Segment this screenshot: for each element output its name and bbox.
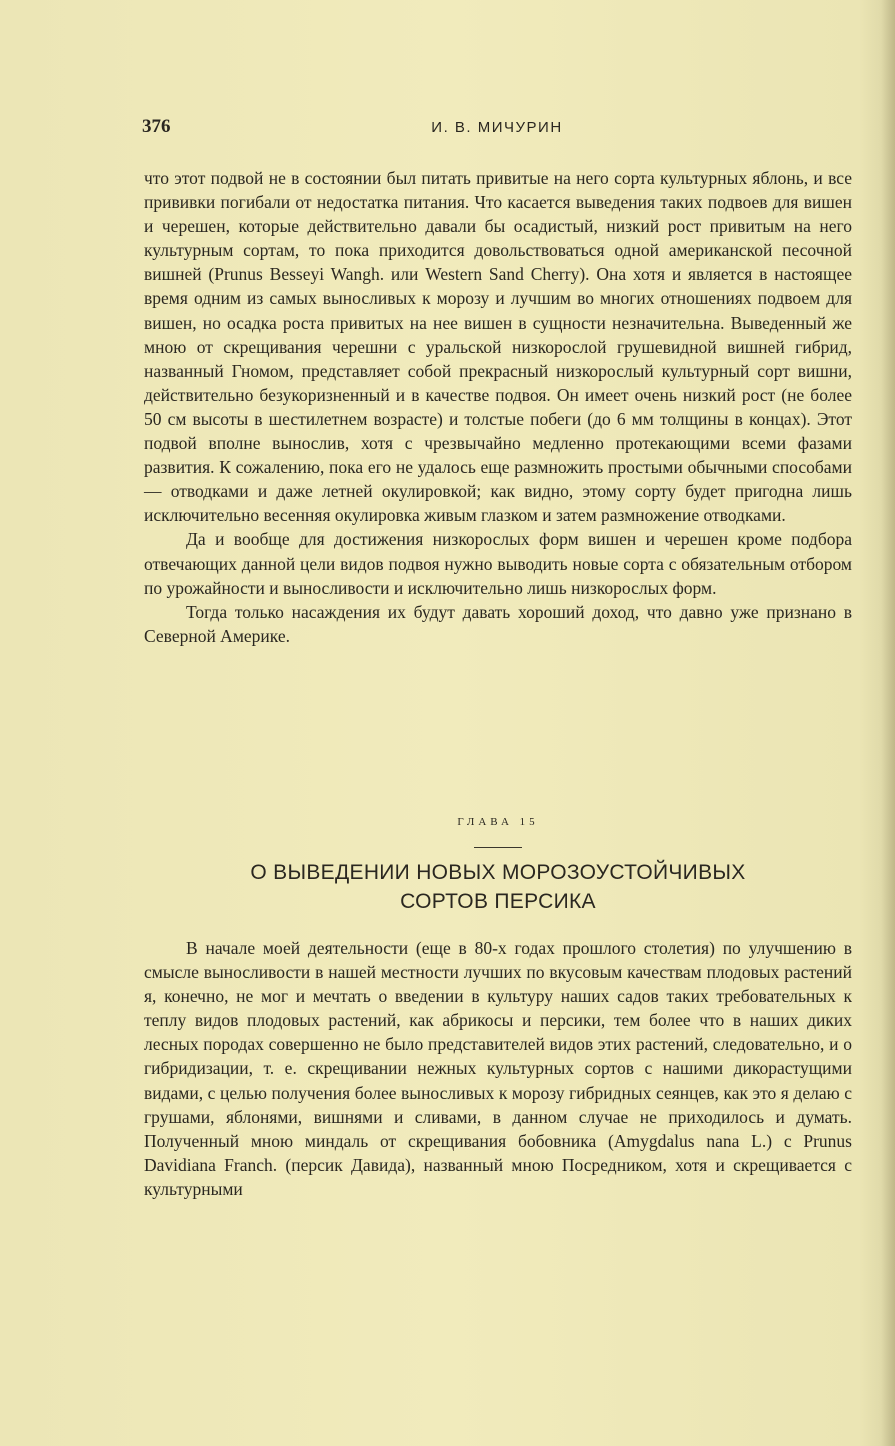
paragraph: Тогда только насаждения их будут давать хороший доход, что давно уже признано в Северной Америке. [144, 601, 852, 646]
chapter-label: ГЛАВА 15 [457, 816, 539, 828]
page-header [142, 116, 852, 146]
text-block-top [144, 166, 852, 648]
chapter-title-line-1: О ВЫВЕДЕНИИ НОВЫХ МОРОЗОУСТОЙЧИВЫХ [250, 861, 746, 884]
paragraph: В начале моей деятельности (еще в 80-х годах прошлого столетия) по улучшению в смысле выносливости в нашей местности лучших по вкусовым качествам плодовых растений я, конечно, не мог и мечтать о введении в культуру наших садов таких требовательных к теплу видов плодовых растений, как абрикосы и персики, тем более что в наших диких лесных породах совершенно не было представителей видов этих растений, следовательно, и о гибридизации, т. е. скрещивании нежных культурных сортов с нашими дикорастущими видами, с целью получения более выносливых к морозу гибридных сеянцев, как это я делаю с грушами, яблонями, вишнями и сливами, в данном случае не приходилось и думать. Полученный мною миндаль от скрещивания бобовника (Amygdalus nana L.) с Prunus Davidiana Franch. (персик Давида), названный мною Посредником, хотя и скрещивается с культурными [144, 938, 852, 1199]
paragraph: что этот подвой не в состоянии был питать привитые на него сорта культурных яблонь, и все прививки погибали от недостатка питания. Что касается выведения таких подвоев для вишен и черешен, которые действительно давали бы осадистый, низкий рост привитым на него культурным сортам, то пока приходится довольствоваться одной американской песочной вишней (Prunus Besseyi Wangh. или Western Sand Cherry). Она хотя и является в настоящее время одним из самых выносливых к морозу и лучшим во многих отношениях подвоем для вишен, но осадка роста привитых на нее вишен в сущности незначительна. Выведенный же мною от скрещивания черешни с уральской низкорослой грушевидной вишней гибрид, названный Гномом, представляет собой прекрасный низкорослый культурный сорт вишни, действительно безукоризненный и в качестве подвоя. Он имеет очень низкий рост (не более 50 см высоты в шестилетнем возрасте) и толстые побеги (до 6 мм толщины в концах). Этот подвой вполне вынослив, хотя с чрезвычайно медленно протекающими всеми фазами развития. К сожалению, пока его не удалось еще размножить простыми обычными способами — отводками и даже летней окулировкой; как видно, этому сорту будет пригодна лишь исключительно весенняя окулировка живым глазком и затем размножение отводками. [144, 168, 852, 526]
paragraph: Да и вообще для достижения низкорослых форм вишен и черешен кроме подбора отвечающих данной цели видов подвоя нужно выводить новые сорта с обязательным отбором по урожайности и выносливости и исключительно лишь низкорослых форм. [144, 529, 852, 598]
chapter-title [144, 858, 852, 916]
chapter-divider [474, 847, 522, 848]
running-head: И. В. МИЧУРИН [431, 119, 563, 136]
text-block-bottom [144, 936, 852, 1201]
page-number: 376 [142, 116, 171, 137]
chapter-title-line-2: СОРТОВ ПЕРСИКА [400, 890, 596, 913]
page-edge-shadow [881, 0, 895, 1446]
